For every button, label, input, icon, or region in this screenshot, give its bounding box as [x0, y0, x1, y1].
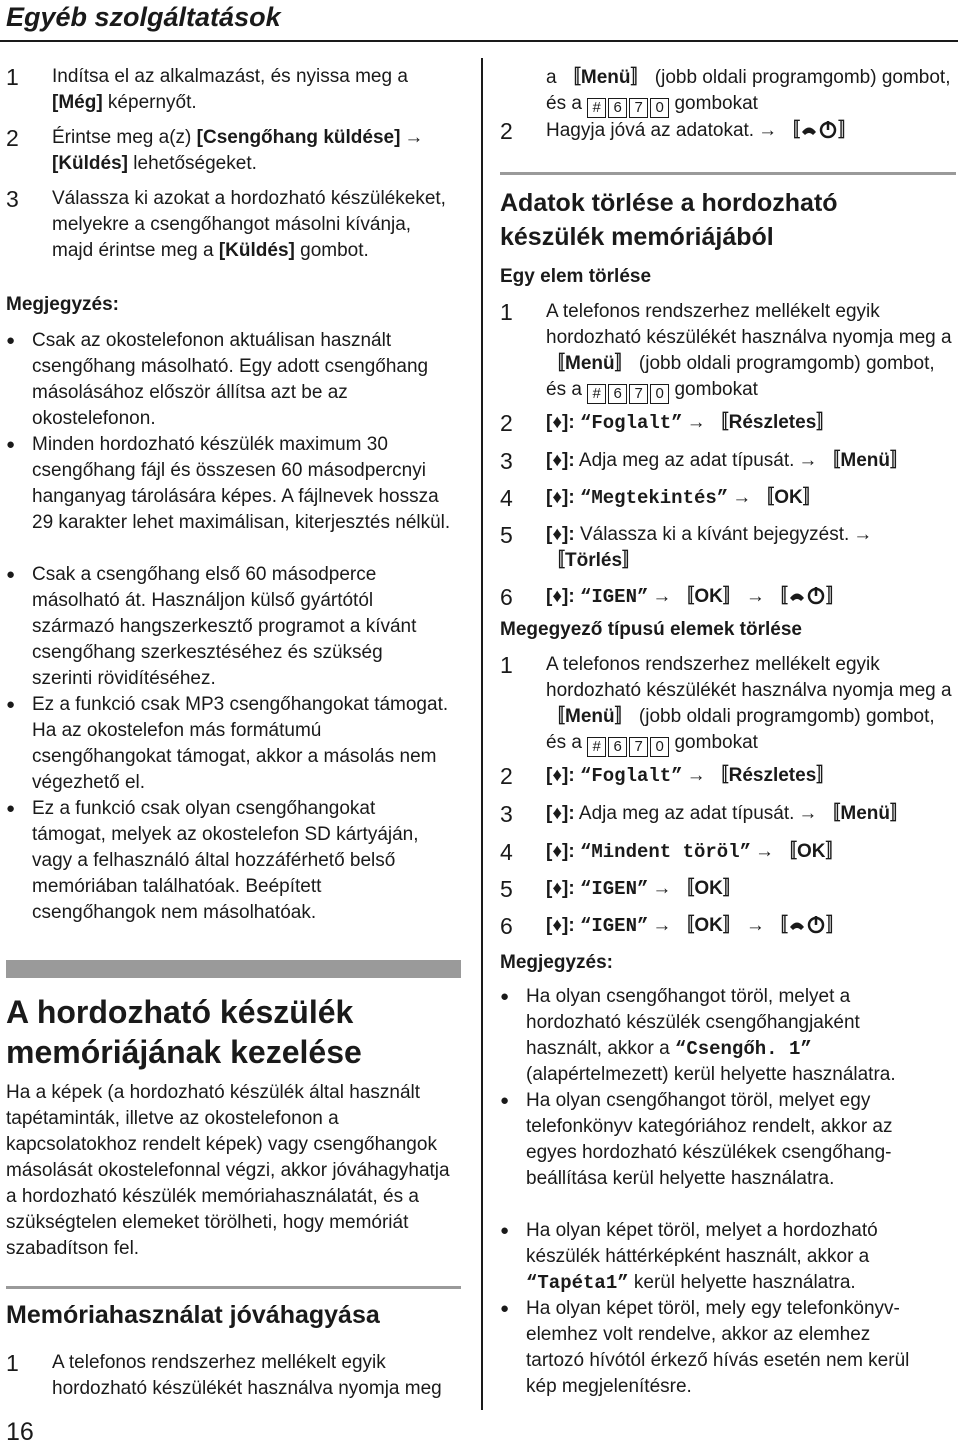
dial-keys — [587, 98, 669, 118]
step-number: 1 — [500, 652, 513, 678]
step-text: Indítsa el az alkalmazást, és nyissa meg a [Még] képernyőt. — [52, 66, 408, 113]
bullet-icon: ● — [6, 566, 16, 583]
delete-same-step-6: 6 [♦]: “IGEN” →〚 OK 〛 → 〚 〛 — [500, 913, 956, 939]
dial-keys: # 6 7 0 — [587, 737, 669, 757]
step-number: 2 — [500, 118, 513, 144]
bullet-icon: ● — [6, 800, 16, 817]
up-down-icon: [♦]: — [546, 803, 575, 824]
subsection-rule — [6, 1286, 461, 1289]
note-title: Megjegyzés: — [6, 294, 119, 315]
step-text: A telefonos rendszerhez mellékelt egyik hordozható készülékét használva nyomja meg a 〚 Menü 〛 (jobb oldali programgomb) gombot, és a # 6 7 0 gombokat — [546, 652, 956, 757]
dial-keys: # 6 7 0 — [587, 384, 669, 404]
delete-single-step-1 — [500, 299, 956, 404]
step-number: 6 — [500, 913, 513, 939]
section-rule — [500, 172, 956, 175]
note-title: Megjegyzés: — [500, 952, 613, 973]
bullet-icon: ● — [6, 696, 16, 713]
up-down-icon: [♦]: — [546, 450, 575, 471]
confirm-step-2 — [500, 118, 956, 144]
column-divider — [481, 58, 483, 1410]
step-number: 2 — [500, 763, 513, 789]
step-number: 3 — [500, 448, 513, 474]
delete-single-step-5: 5 [♦]: Válassza ki a kívánt bejegyzést. → 〚 Törlés 〛 — [500, 522, 956, 574]
subheading-single: Egy elem törlése — [500, 266, 652, 287]
step-number: 1 — [6, 64, 19, 90]
note-bullet: ● Ha olyan képet töröl, mely egy telefonkönyv-elemhez volt rendelve, akkor az elemhez tartozó hívótól érkező hívás esetén nem kerül kép megjelenítésre. — [500, 1296, 920, 1400]
section-title: A hordozható készülék memóriájának kezelése — [6, 994, 362, 1070]
note-bullet: ● Ha olyan csengőhangot töröl, melyet a hordozható készülék csengőhangjaként használt, akkor a “Csengőh. 1” (alapértelmezett) kerül helyette használatra. — [500, 984, 920, 1088]
up-down-icon: [♦]: — [546, 524, 575, 545]
step-number: 2 — [500, 410, 513, 436]
step-number: 5 — [500, 876, 513, 902]
menu-softkey: 〚 Menü 〛 — [562, 67, 650, 88]
step-text: A telefonos rendszerhez mellékelt egyik hordozható készülékét használva nyomja meg a 〚 Menü 〛 (jobb oldali programgomb) gombot, és a # 6 7 0 gombokat — [546, 299, 956, 404]
header-rule — [0, 40, 958, 42]
subheading-same-type: Megegyező típusú elemek törlése — [500, 619, 802, 640]
key-0: 0 — [650, 98, 669, 118]
up-down-icon: [♦]: — [546, 765, 575, 786]
up-down-icon: [♦]: — [546, 412, 575, 433]
delete-same-step-3: 3 [♦]: Adja meg az adat típusát. →〚 Menü 〛 — [500, 801, 956, 827]
page-title: Egyéb szolgáltatások — [6, 2, 281, 32]
step-number: 1 — [500, 299, 513, 325]
note-bullet: ● Ez a funkció csak olyan csengőhangokat támogat, melyek az okostelefon SD kártyáján, vagy a felhasználó által hozzáférhető belső memóriában találhatóak. Beépített csengőhangok nem másolhatóak. — [6, 796, 446, 926]
step-number: 6 — [500, 584, 513, 610]
end-call-power-icon: 〚 〛 — [768, 915, 845, 936]
end-call-power-icon: 〚 〛 — [768, 586, 845, 607]
delete-same-step-4: 4 [♦]: “Mindent töröl” →〚 OK 〛 — [500, 839, 956, 865]
page-header — [0, 0, 960, 44]
step-number: 4 — [500, 839, 513, 865]
note-bullet: ● Ha olyan képet töröl, melyet a hordozható készülék háttérképként használt, akkor a “Tapéta1” kerül helyette használatra. — [500, 1220, 878, 1294]
delete-single-step-3: 3 [♦]: Adja meg az adat típusát. →〚 Menü 〛 — [500, 448, 956, 474]
step-number: 3 — [6, 186, 19, 212]
section-paragraph: Ha a képek (a hordozható készülék által használt tapétaminták, illetve az okostelefonon a kapcsolatokhoz rendelt képek) vagy csengőhangok másolását okostelefonnal végzi, akkor jóváhagyhatja a hordozható készülék memóriahasználatát, és a szükségtelen elemeket törölheti, hogy memóriát szabadítson fel. — [6, 1082, 450, 1259]
note-bullet: ● Ez a funkció csak MP3 csengőhangokat támogat. Ha az okostelefon más formátumú csengőhangokat támogat, akkor a másolás nem végezhető el. — [6, 692, 466, 796]
step-text: A telefonos rendszerhez mellékelt egyik hordozható készülékét használva nyomja meg — [52, 1352, 442, 1399]
bullet-icon: ● — [500, 1300, 510, 1317]
step-number: 1 — [6, 1350, 19, 1376]
up-down-icon: [♦]: — [546, 878, 575, 899]
note-bullet: ● Csak az okostelefonon aktuálisan használt csengőhang másolható. Egy adott csengőhang másolásához először állítsa azt be az okostelefonon. — [6, 328, 456, 432]
key-7: 7 — [629, 98, 648, 118]
bullet-icon: ● — [6, 332, 16, 349]
section-heading: Adatok törlése a hordozható készülék memóriájából — [500, 189, 838, 251]
step-1 — [6, 64, 461, 116]
step-3 — [6, 186, 461, 264]
key-6: 6 — [608, 98, 627, 118]
up-down-icon: [♦]: — [546, 487, 575, 508]
end-call-power-icon: 〚 〛 — [781, 120, 858, 141]
bullet-icon: ● — [500, 1092, 510, 1109]
step-text: Hagyja jóvá az adatokat. → 〚 〛 — [546, 120, 858, 141]
bullet-icon: ● — [500, 988, 510, 1005]
step-2 — [6, 125, 461, 177]
note-bullet: ● Minden hordozható készülék maximum 30 csengőhang fájl és összesen 60 másodpercnyi hanganyag tárolására képes. A fájlnevek hossza 29 karakter lehet maximálisan, kiterjesztés nélkül. — [6, 432, 451, 536]
hash-key: # — [587, 98, 606, 118]
note-bullet: ● Csak a csengőhang első 60 másodperce másolható át. Használjon külső gyártótól származó hangszerkesztő programot a kívánt csengőhang szerkesztéséhez és szükség szerinti rövidítéséhez. — [6, 562, 446, 692]
continued-step: a 〚 Menü 〛 (jobb oldali programgomb) gombot, és a # 6 7 0 gombokat — [546, 65, 956, 118]
up-down-icon: [♦]: — [546, 841, 575, 862]
delete-same-step-1 — [500, 652, 956, 757]
delete-single-step-6: 6 [♦]: “IGEN” →〚 OK 〛 → 〚 〛 — [500, 584, 956, 610]
up-down-icon: [♦]: — [546, 915, 575, 936]
step-number: 3 — [500, 801, 513, 827]
step-number: 2 — [6, 125, 19, 151]
delete-single-step-2: 2 [♦]: “Foglalt” →〚 Részletes 〛 — [500, 410, 956, 436]
section-bar — [6, 960, 461, 978]
delete-same-step-5: 5 [♦]: “IGEN” →〚 OK 〛 — [500, 876, 956, 902]
page-number: 16 — [6, 1418, 34, 1446]
step-number: 4 — [500, 485, 513, 511]
bullet-icon: ● — [6, 436, 16, 453]
up-down-icon: [♦]: — [546, 586, 575, 607]
step-text: Válassza ki azokat a hordozható készülékeket, melyekre a csengőhangot másolni kívánja, majd érintse meg a [Küldés] gombot. — [52, 188, 446, 261]
step-number: 5 — [500, 522, 513, 548]
note-bullet: ● Ha olyan csengőhangot töröl, melyet egy telefonkönyv kategóriához rendelt, akkor az egyes hordozható készülékek csengőhang-beállítása kerül helyette használatra. — [500, 1088, 920, 1192]
bullet-icon: ● — [500, 1222, 510, 1239]
delete-same-step-2: 2 [♦]: “Foglalt” →〚 Részletes 〛 — [500, 763, 956, 789]
subsection-title: Memóriahasználat jóváhagyása — [6, 1301, 380, 1329]
delete-single-step-4: 4 [♦]: “Megtekintés” →〚 OK 〛 — [500, 485, 956, 511]
memory-step-1 — [6, 1350, 461, 1402]
step-text: Érintse meg a(z) [Csengőhang küldése] → [Küldés] lehetőségeket. — [52, 127, 424, 174]
